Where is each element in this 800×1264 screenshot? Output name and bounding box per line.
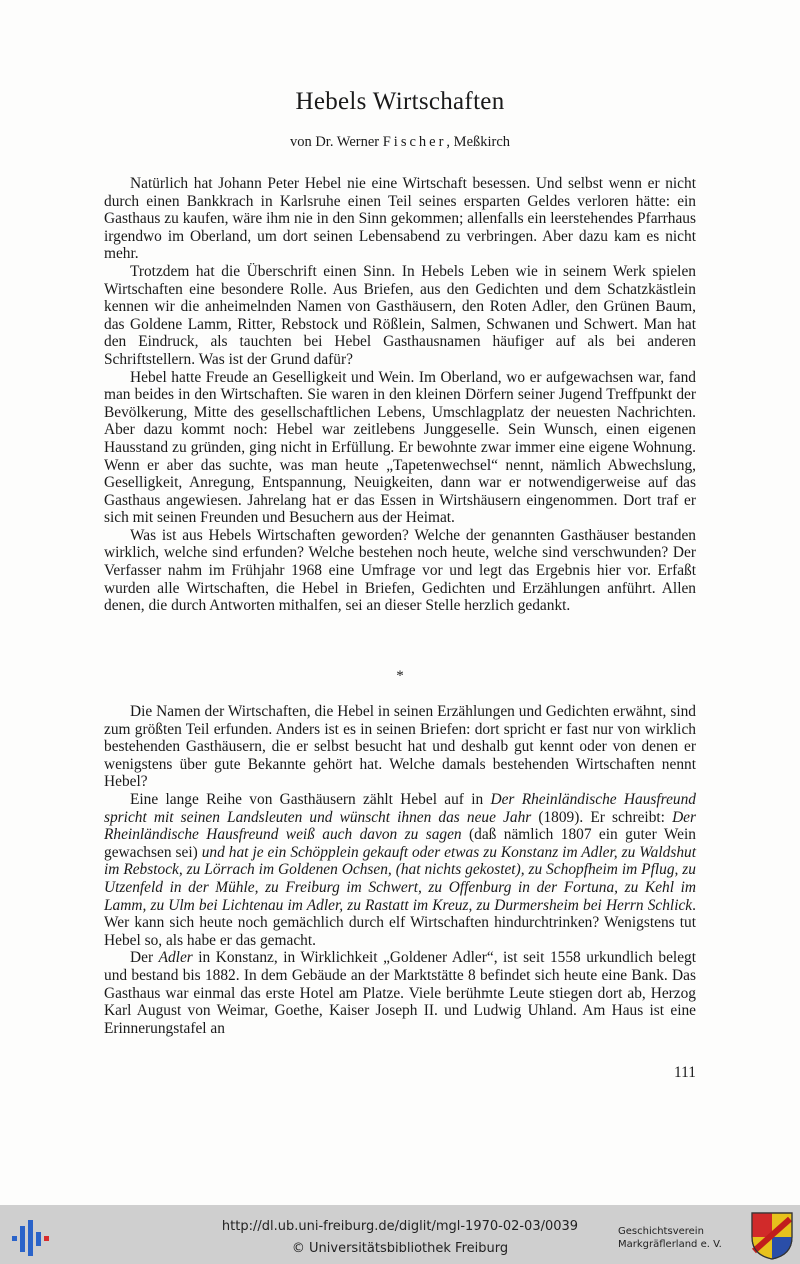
text-run: Hebel hatte Freude an Geselligkeit und Wein. Im Oberland, wo er aufgewachsen war, fand man beides in den Wirtschaften. Sie waren in den kleinen Dörfern seiner Jugend Treffpunkt der Bevölkerung, Mitte des gesellschaftlichen Lebens, Umschlagplatz der neuesten Nachrichten. Aber dazu kommt noch: Hebel war zeitlebens Junggeselle. Sein Wunsch, einen eigenen Hausstand zu gründen, ging nicht in Erfüllung. Er bewohnte zwar immer eine eigene Wohnung. Wenn er aber das suchte, was man heute „Tapetenwechsel“ nennt, nämlich Abwechslung, Geselligkeit, Anregung, Entspannung, Neuigkeiten, dann war er notwendigerweise auf das Gasthaus angewiesen. Jahrelang hat er das Essen in Wirtshäusern eingenommen. Dort traf er sich mit seinen Freunden und Besuchern aus der Heimat. <box>104 368 696 527</box>
italic-quote: Der Rheinländische Hausfreund spricht mit seinen Landsleuten und wünscht ihnen das neue Jahr <box>104 790 696 826</box>
byline-suffix: , Meßkirch <box>446 134 511 150</box>
text-run: Der <box>130 949 159 967</box>
ub-freiburg-logo-icon <box>10 1218 54 1258</box>
byline-prefix: von Dr. Werner <box>289 134 383 150</box>
society-name <box>618 1225 748 1251</box>
text-run: Eine lange Reihe von Gasthäusern zählt Hebel auf in <box>130 790 491 808</box>
author-name: Fischer <box>382 134 447 150</box>
text-block-main <box>104 703 696 1037</box>
article-byline <box>0 134 800 151</box>
text-run: in Konstanz, in Wirklichkeit „Goldener Adler“, ist seit 1558 urkundlich belegt und bestand bis 1882. In dem Gebäude an der Marktstätte 8 befindet sich heute eine Bank. Das Gasthaus war einmal das erste Hotel am Platze. Viele berühmte Leute stiegen dort ab, Herzog Karl August von Weimar, Goethe, Kaiser Joseph II. und Ludwig Uhland. Am Haus ist eine Erinnerungstafel an <box>104 949 697 1037</box>
section-separator: * <box>396 668 404 684</box>
paragraph <box>104 369 696 527</box>
paragraph <box>104 263 696 369</box>
text-block-intro <box>104 175 696 615</box>
page-number: 111 <box>674 1064 696 1081</box>
italic-quote: und hat je ein Schöpplein gekauft oder etwas zu Konstanz im Adler, zu Waldshut im Rebstock, zu Lörrach im Goldenen Ochsen, (hat nichts gekostet), zu Schopfheim im Pflug, zu Utzenfeld in der Mühle, zu Freiburg im Schwert, zu Offenburg in der Fortuna, zu Kehl im Lamm, zu Ulm bei Lichtenau im Adler, zu Rastatt im Kreuz, zu Durmersheim bei Herrn Schlick <box>104 843 697 914</box>
society-line-1: Geschichtsverein <box>618 1226 704 1237</box>
article-title: Hebels Wirtschaften <box>295 88 505 115</box>
paragraph <box>104 175 696 263</box>
document-url[interactable]: http://dl.ub.uni-freiburg.de/diglit/mgl-1970-02-03/0039 <box>221 1219 579 1234</box>
society-line-2: Markgräflerland e. V. <box>618 1239 722 1250</box>
text-run: Die Namen der Wirtschaften, die Hebel in seinen Erzählungen und Gedichten erwähnt, sind zum größten Teil erfunden. Anders ist es in seinen Briefen: dort spricht er fast nur von wirklich bestehenden Gasthäusern, die er selbst besucht hat und deshalb gut kennt oder von denen er wenigstens über gute Bekannte gehört hat. Welche damals bestehenden Wirtschaften nennt Hebel? <box>104 703 696 791</box>
paragraph <box>104 703 696 791</box>
coat-of-arms-icon <box>750 1211 794 1261</box>
footer-bar <box>0 1205 800 1264</box>
text-run: (daß nämlich 1807 ein guter Wein gewachsen sei) <box>104 826 696 861</box>
paragraph <box>104 527 696 615</box>
italic-quote: Adler <box>158 949 193 967</box>
copyright-notice: © Universitätsbibliothek Freiburg <box>291 1241 509 1256</box>
text-run: Was ist aus Hebels Wirtschaften geworden? Welche der genannten Gasthäuser bestanden wirklich, welche sind erfunden? Welche bestehen noch heute, welche sind verschwunden? Der Verfasser nahm im Frühjahr 1968 eine Umfrage vor und legt das Ergebnis hier vor. Erfaßt wurden alle Wirtschaften, die Hebel in Briefen, Gedichten und Erzählungen anführt. Allen denen, die durch Antworten mithalfen, sei an dieser Stelle herzlich gedankt. <box>104 526 696 615</box>
text-run: Natürlich hat Johann Peter Hebel nie eine Wirtschaft besessen. Und selbst wenn er nicht durch einen Bankkrach in Karlsruhe einen Teil seines ersparten Geldes verloren hätte: ein Gasthaus zu kaufen, wäre ihm nie in den Sinn gekommen; allenfalls ein leerstehendes Pfarrhaus irgendwo im Oberland, um dort seinen Lebensabend zu verbringen. Aber dazu kam es nicht mehr. <box>104 175 696 263</box>
text-run: (1809). Er schreibt: <box>531 808 673 826</box>
italic-quote: Der Rheinländische Hausfreund weiß auch davon zu sagen <box>104 808 696 844</box>
paragraph <box>104 949 696 1037</box>
paragraph <box>104 791 696 949</box>
text-run: . Wer kann sich heute noch gemächlich durch elf Wirtschaften hindurchtrinken? Wenigstens tut Hebel so, als habe er das gemacht. <box>104 896 696 949</box>
text-run: Trotzdem hat die Überschrift einen Sinn. In Hebels Leben wie in seinem Werk spielen Wirtschaften eine besondere Rolle. Aus Briefen, aus den Gedichten und dem Schatzkästlein kennen wir die anheimelnden Namen von Gasthäusern, den Roten Adler, den Grünen Baum, das Goldene Lamm, Ritter, Rebstock und Rößlein, Salmen, Schwanen und Schwert. Man hat den Eindruck, als tauchten bei Hebel Gasthausnamen häufiger auf als bei anderen Schriftstellern. Was ist der Grund dafür? <box>104 262 696 368</box>
